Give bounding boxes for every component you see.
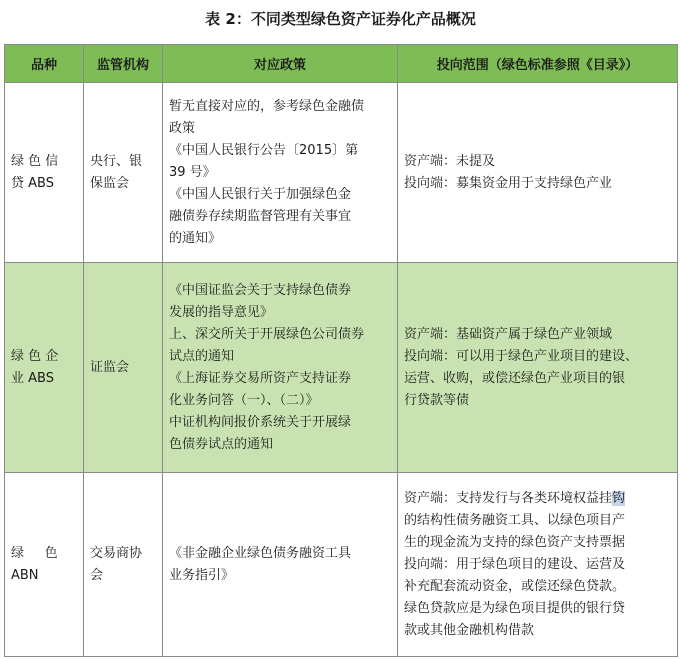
policy-cell: 暂无直接对应的，参考绿色金融债 政策 《中国人民银行公告〔2015〕第 39 号》 《中国人民银行关于加强绿色金 融债券存续期监督管理有关事宜 的通知》 — [163, 83, 398, 263]
table-row — [5, 473, 678, 657]
table-row — [5, 83, 678, 263]
variety-cell: 绿 色 信 贷 ABS — [5, 83, 84, 263]
text-selection: 钩 — [612, 490, 626, 506]
policy-cell: 《中国证监会关于支持绿色债券 发展的指导意见》 上、深交所关于开展绿色公司债券 试点的通知 《上海证券交易所资产支持证券 化业务问答（一）、（二）》 中证机构间报价系统关于开展绿 色债券试点的通知 — [163, 263, 398, 473]
header-scope: 投向范围（绿色标准参照《目录》） — [398, 45, 678, 83]
header-variety: 品种 — [5, 45, 84, 83]
regulator-cell: 交易商协 会 — [84, 473, 163, 657]
scope-cell: 资产端：基础资产属于绿色产业领域 投向端：可以用于绿色产业项目的建设、 运营、收购，或偿还绿色产业项目的银 行贷款等债 — [398, 263, 678, 473]
table-title: 表 2：不同类型绿色资产证券化产品概况 — [205, 10, 476, 28]
variety-cell: 绿 色 ABN — [5, 473, 84, 657]
variety-cell: 绿 色 企 业 ABS — [5, 263, 84, 473]
green-abs-table — [4, 44, 678, 657]
header-row — [5, 45, 678, 83]
scope-cell: 资产端：未提及 投向端：募集资金用于支持绿色产业 — [398, 83, 678, 263]
table-row — [5, 263, 678, 473]
header-regulator: 监管机构 — [84, 45, 163, 83]
scope-cell: 资产端：支持发行与各类环境权益挂钩 的结构性债务融资工具、以绿色项目产 生的现金流为支持的绿色资产支持票据 投向端：用于绿色项目的建设、运营及 补充配套流动资金，或偿还绿色贷款。 绿色贷款应是为绿色项目提供的银行贷 款或其他金融机构借款 — [398, 473, 678, 657]
policy-cell: 《非金融企业绿色债务融资工具 业务指引》 — [163, 473, 398, 657]
regulator-cell: 证监会 — [84, 263, 163, 473]
header-policy: 对应政策 — [163, 45, 398, 83]
regulator-cell: 央行、银 保监会 — [84, 83, 163, 263]
